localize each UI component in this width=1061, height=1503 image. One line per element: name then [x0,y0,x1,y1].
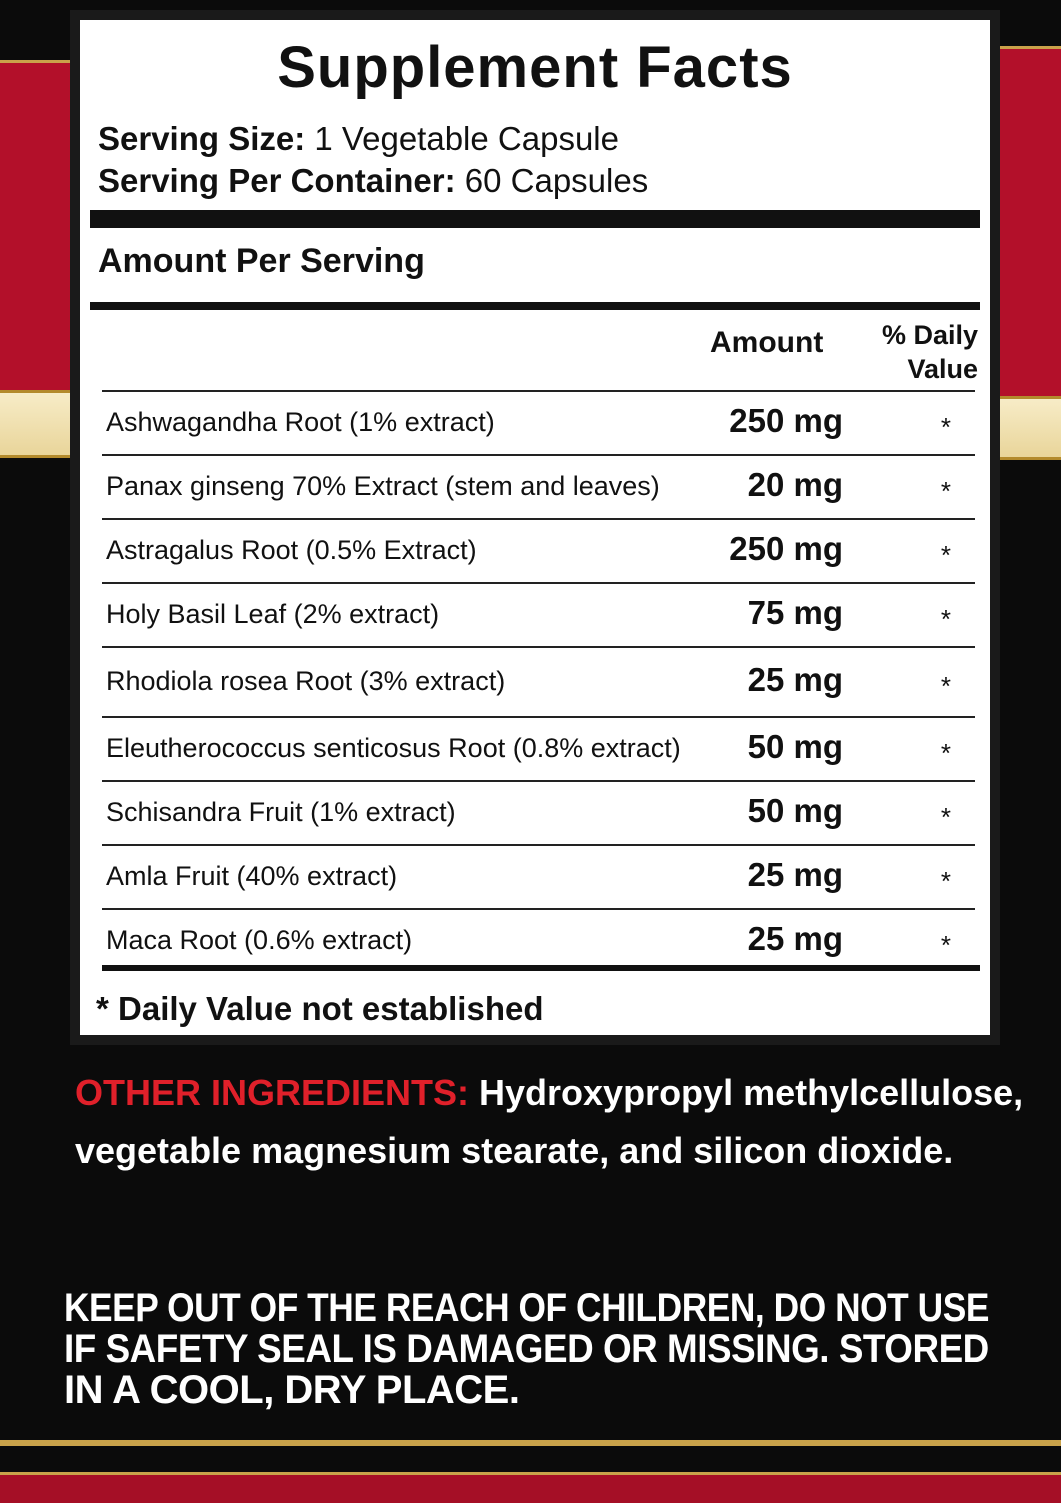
other-ingredients [75,1064,1035,1180]
ingredient-name: Ashwagandha Root (1% extract) [106,407,495,437]
serving-size-label: Serving Size: [98,120,306,157]
ingredient-row [102,780,975,844]
ingredient-amount: 25 mg [747,920,843,957]
thick-divider-top [90,210,980,228]
serving-size-value: 1 Vegetable Capsule [314,120,619,157]
column-daily-value-line1: % Daily [881,320,978,350]
other-ingredients-label: OTHER INGREDIENTS: [75,1072,470,1113]
bottom-red-band [0,1472,1061,1503]
warning-line1: KEEP OUT OF THE REACH OF CHILDREN, DO NOT USE [64,1286,989,1330]
other-ingredients-text-1: Hydroxypropyl methylcellulose, [469,1072,1024,1113]
ingredient-amount: 250 mg [729,402,843,439]
column-daily-value-line2: Value [907,354,978,384]
ingredient-row [102,454,975,518]
ingredient-daily-value: * [940,738,951,768]
column-amount: Amount [710,326,824,359]
ingredient-row [102,716,975,780]
ingredient-daily-value: * [940,866,951,896]
ingredient-daily-value: * [940,476,951,506]
ingredient-amount: 50 mg [747,792,843,829]
ingredient-amount: 20 mg [747,466,843,503]
ingredient-row [102,518,975,582]
ingredient-name: Amla Fruit (40% extract) [106,861,398,891]
other-ingredients-line2: vegetable magnesium stearate, and silicon dioxide. [75,1130,954,1171]
ingredient-name: Eleutherococcus senticosus Root (0.8% extract) [106,733,681,763]
panel-title: Supplement Facts [277,35,793,100]
ingredient-daily-value: * [940,412,951,442]
ingredient-name: Rhodiola rosea Root (3% extract) [106,666,506,696]
ingredient-amount: 50 mg [747,728,843,765]
warning-line2: IF SAFETY SEAL IS DAMAGED OR MISSING. STORED [64,1327,989,1371]
thick-divider-bottom [102,965,980,971]
ingredient-name: Panax ginseng 70% Extract (stem and leaves) [106,471,660,501]
ingredient-row [102,908,975,972]
ingredient-row [102,582,975,646]
bottom-gold-stripe [0,1440,1061,1446]
warning-line3: IN A COOL, DRY PLACE. [64,1368,520,1412]
ingredient-name: Maca Root (0.6% extract) [106,925,413,955]
ingredient-table [102,390,975,972]
column-daily-value [882,318,978,386]
ingredient-amount: 250 mg [729,530,843,567]
ingredient-name: Astragalus Root (0.5% Extract) [106,535,477,565]
warning-text [64,1288,994,1411]
servings-per-container [98,162,648,200]
ingredient-amount: 25 mg [747,661,843,698]
ingredient-row [102,844,975,908]
ingredient-daily-value: * [940,604,951,634]
ingredient-daily-value: * [940,671,951,701]
servings-per-container-label: Serving Per Container: [98,162,456,199]
ingredient-daily-value: * [940,540,951,570]
ingredient-row [102,390,975,454]
amount-per-serving: Amount Per Serving [98,242,425,280]
ingredient-name: Schisandra Fruit (1% extract) [106,797,456,827]
ingredient-row [102,646,975,716]
ingredient-name: Holy Basil Leaf (2% extract) [106,599,440,629]
ingredient-amount: 75 mg [747,594,843,631]
servings-per-container-value: 60 Capsules [464,162,649,199]
ingredient-daily-value: * [940,930,951,960]
serving-size [98,120,619,158]
thick-divider-mid [90,302,980,310]
other-ingredients-line1 [75,1064,1035,1122]
supplement-facts-panel [70,10,1000,1045]
ingredient-daily-value: * [940,802,951,832]
footnote: * Daily Value not established [96,990,544,1027]
ingredient-amount: 25 mg [747,856,843,893]
